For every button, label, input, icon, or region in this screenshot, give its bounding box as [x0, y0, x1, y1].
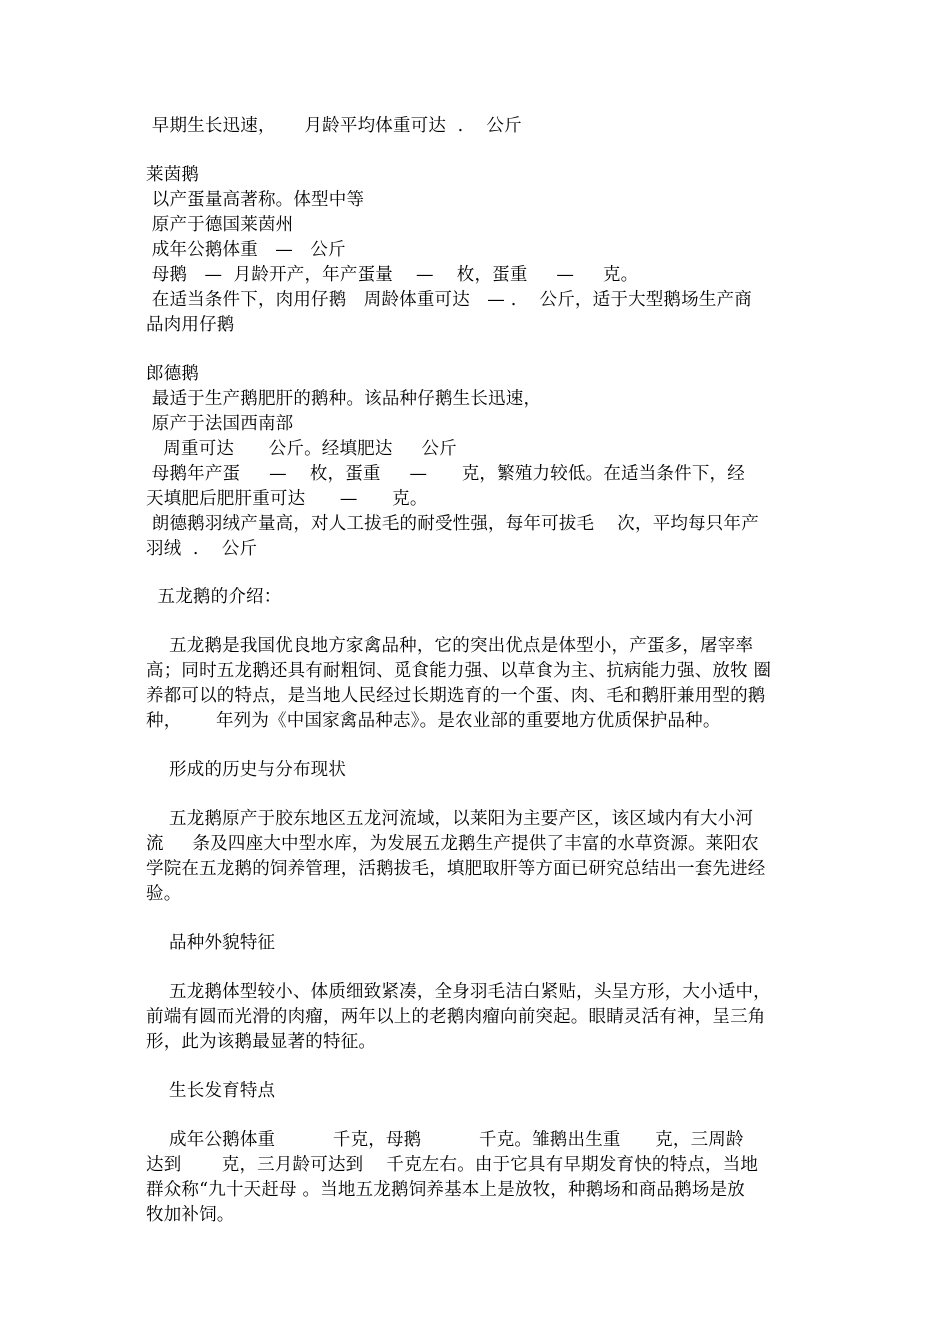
paragraph-line: 前端有圆而光滑的肉瘤，两年以上的老鹅肉瘤向前突起。眼睛灵活有神，呈三角 [146, 1007, 766, 1027]
text-line: 成年公鹅体重 — 公斤 [146, 240, 346, 260]
text-line: 最适于生产鹅肥肝的鹅种。该品种仔鹅生长迅速， [146, 389, 542, 409]
paragraph-line: 五龙鹅原产于胶东地区五龙河流域，以莱阳为主要产区，该区域内有大小河 [146, 809, 754, 829]
paragraph-line: 牧加补饲。 [146, 1205, 235, 1225]
text-line: 品肉用仔鹅 [146, 315, 235, 335]
paragraph-line: 五龙鹅是我国优良地方家禽品种，它的突出优点是体型小，产蛋多，屠宰率 [146, 636, 754, 656]
paragraph-line: 学院在五龙鹅的饲养管理，活鹅拔毛，填肥取肝等方面已研究总结出一套先进经 [146, 859, 766, 879]
paragraph-line: 种， 年列为《中国家禽品种志》。是农业部的重要地方优质保护品种。 [146, 711, 721, 731]
paragraph-line: 高；同时五龙鹅还具有耐粗饲、觅食能力强、以草食为主、抗病能力强、放牧 圈 [146, 661, 772, 681]
section-heading: 形成的历史与分布现状 [146, 760, 347, 780]
paragraph-line: 五龙鹅体型较小、体质细致紧凑，全身羽毛洁白紧贴，头呈方形，大小适中， [146, 982, 771, 1002]
paragraph-line: 养都可以的特点，是当地人民经过长期选育的一个蛋、肉、毛和鹅肝兼用型的鹅 [146, 686, 766, 706]
paragraph-line: 群众称“九十天赶母 。当地五龙鹅饲养基本上是放牧，种鹅场和商品鹅场是放 [146, 1180, 746, 1200]
text-line: 在适当条件下，肉用仔鹅 周龄体重可达 — . 公斤，适于大型鹅场生产商 [146, 290, 752, 310]
text-line: 原产于德国莱茵州 [146, 215, 294, 235]
heading-rhine-goose: 莱茵鹅 [146, 165, 200, 185]
paragraph-line: 成年公鹅体重 千克，母鹅 千克。雏鹅出生重 克，三周龄 [146, 1130, 744, 1150]
text-line: 周重可达 公斤。经填肥达 公斤 [146, 439, 457, 459]
text-line: 天填肥后肥肝重可达 — 克。 [146, 489, 428, 509]
text-line: 早期生长迅速， 月龄平均体重可达 . 公斤 [146, 116, 522, 136]
text-line: 原产于法国西南部 [146, 414, 294, 434]
text-line: 羽绒 . 公斤 [146, 539, 258, 559]
paragraph-line: 形，此为该鹅最显著的特征。 [146, 1032, 377, 1052]
paragraph-line: 流 条及四座大中型水库，为发展五龙鹅生产提供了丰富的水草资源。莱阳农 [146, 834, 759, 854]
section-heading: 生长发育特点 [146, 1081, 276, 1101]
text-line: 朗德鹅羽绒产量高，对人工拔毛的耐受性强，每年可拔毛 次，平均每只年产 [146, 514, 759, 534]
text-line: 母鹅年产蛋 — 枚，蛋重 — 克，繁殖力较低。在适当条件下，经 [146, 464, 745, 484]
heading-wulong-intro: 五龙鹅的介绍： [146, 587, 282, 607]
text-line: 以产蛋量高著称。体型中等 [146, 190, 365, 210]
paragraph-line: 验。 [146, 884, 182, 904]
text-line: 母鹅 — 月龄开产，年产蛋量 — 枚，蛋重 — 克。 [146, 265, 639, 285]
heading-landes-goose: 郎德鹅 [146, 364, 200, 384]
paragraph-line: 达到 克，三月龄可达到 千克左右。由于它具有早期发育快的特点，当地 [146, 1155, 759, 1175]
section-heading: 品种外貌特征 [146, 933, 276, 953]
